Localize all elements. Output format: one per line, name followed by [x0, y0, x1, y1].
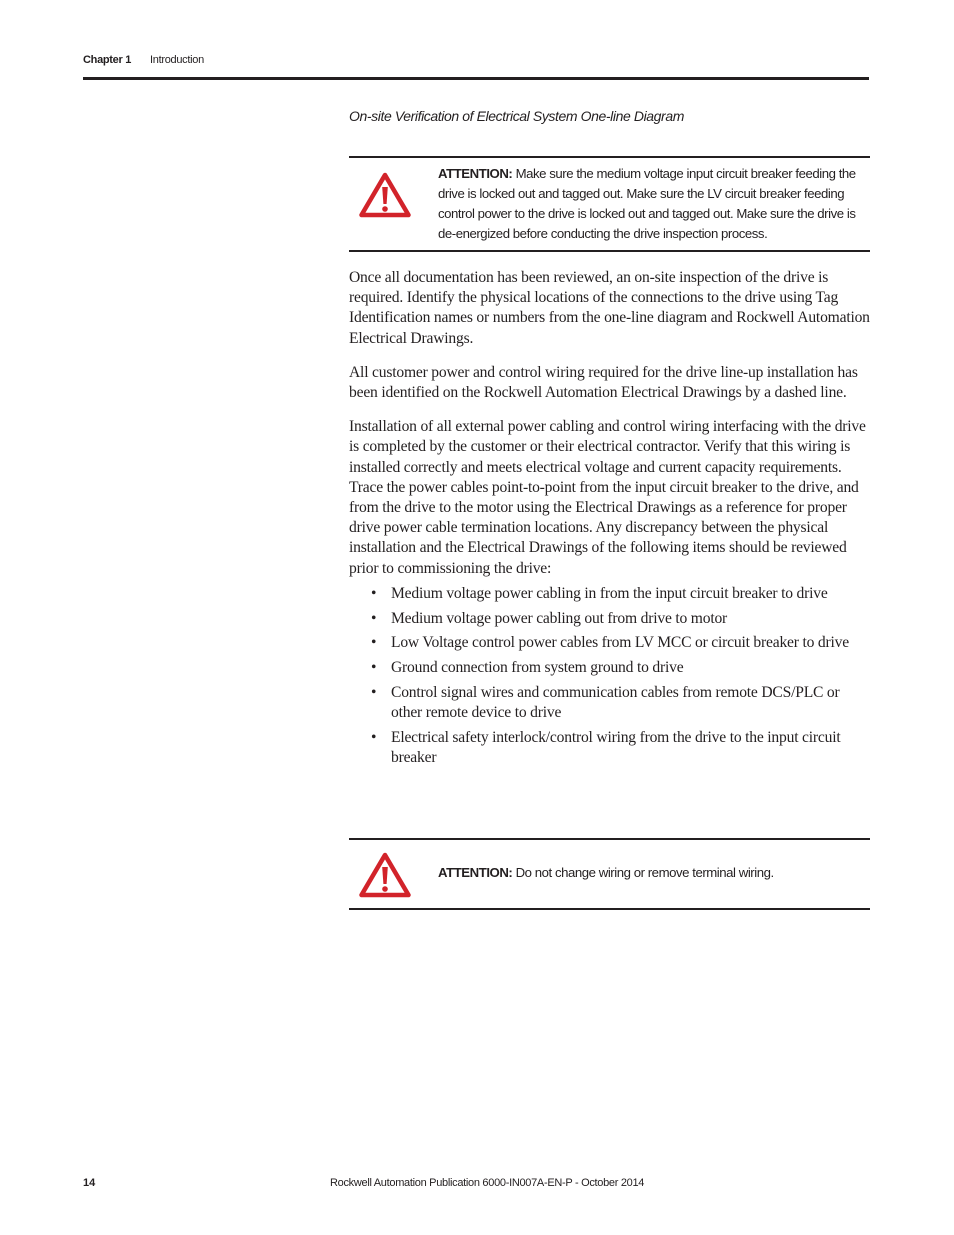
- section-label: Introduction: [150, 54, 204, 66]
- attention-label: ATTENTION:: [438, 865, 513, 880]
- body-content: [349, 268, 871, 772]
- list-item: • Low Voltage control power cables from LV MCC or circuit breaker to drive: [349, 633, 871, 653]
- attention-text: [438, 863, 858, 883]
- warning-triangle-icon: [359, 852, 411, 898]
- bullet-icon: •: [371, 728, 377, 746]
- attention-box-wiring: [349, 838, 870, 910]
- attention-text: [438, 164, 858, 244]
- bullet-icon: •: [371, 658, 377, 676]
- list-item: • Ground connection from system ground to drive: [349, 658, 871, 678]
- page-number: 14: [83, 1177, 96, 1189]
- bullet-icon: •: [371, 634, 377, 652]
- list-item: • Control signal wires and communication cables from remote DCS/PLC or other remote device to drive: [371, 683, 840, 721]
- bullet-icon: •: [371, 609, 377, 627]
- attention-box-lockout: [349, 156, 870, 252]
- attention-message: Do not change wiring or remove terminal wiring.: [515, 865, 774, 880]
- page-header: [83, 53, 869, 80]
- inspection-items-list: [349, 584, 871, 768]
- list-item: • Electrical safety interlock/control wiring from the drive to the input circuit breaker: [371, 728, 841, 766]
- attention-message: Make sure the medium voltage input circuit breaker feeding the drive is locked out and tagged out. Make sure the LV circuit breaker feeding control power to the drive is locked out and tagged out. Make sure the drive is de-energized before conducting the drive inspection process.: [438, 166, 856, 241]
- list-item: • Medium voltage power cabling in from the input circuit breaker to drive: [349, 584, 871, 604]
- bullet-icon: •: [371, 683, 377, 701]
- paragraph: Installation of all external power cabling and control wiring interfacing with the drive is completed by the customer or their electrical contractor. Verify that this wiring is installed correctly and meets electrical voltage and current capacity requirements. Trace the power cables point-to-point from the input circuit breaker to the drive, and from the drive to the motor using the Electrical Drawings as a reference for proper drive power cable termination locations. Any discrepancy between the physical installation and the Electrical Drawings of the following items should be reviewed prior to commissioning the drive:: [349, 418, 866, 577]
- section-subtitle: On-site Verification of Electrical System One-line Diagram: [349, 108, 684, 124]
- paragraph: All customer power and control wiring required for the drive line-up installation has been identified on the Rockwell Automation Electrical Drawings by a dashed line.: [349, 363, 858, 402]
- bullet-icon: •: [371, 584, 377, 602]
- list-item: • Medium voltage power cabling out from drive to motor: [349, 609, 871, 629]
- attention-label: ATTENTION:: [438, 166, 513, 181]
- chapter-label: Chapter 1: [83, 54, 132, 66]
- publication-info: Rockwell Automation Publication 6000-IN007A-EN-P - October 2014: [330, 1177, 645, 1189]
- paragraph: Once all documentation has been reviewed, an on-site inspection of the drive is required. Identify the physical locations of the connections to the drive using Tag Identification names or numbers from the one-line diagram and Rockwell Automation Electrical Drawings.: [349, 269, 870, 347]
- warning-triangle-icon: [359, 172, 411, 218]
